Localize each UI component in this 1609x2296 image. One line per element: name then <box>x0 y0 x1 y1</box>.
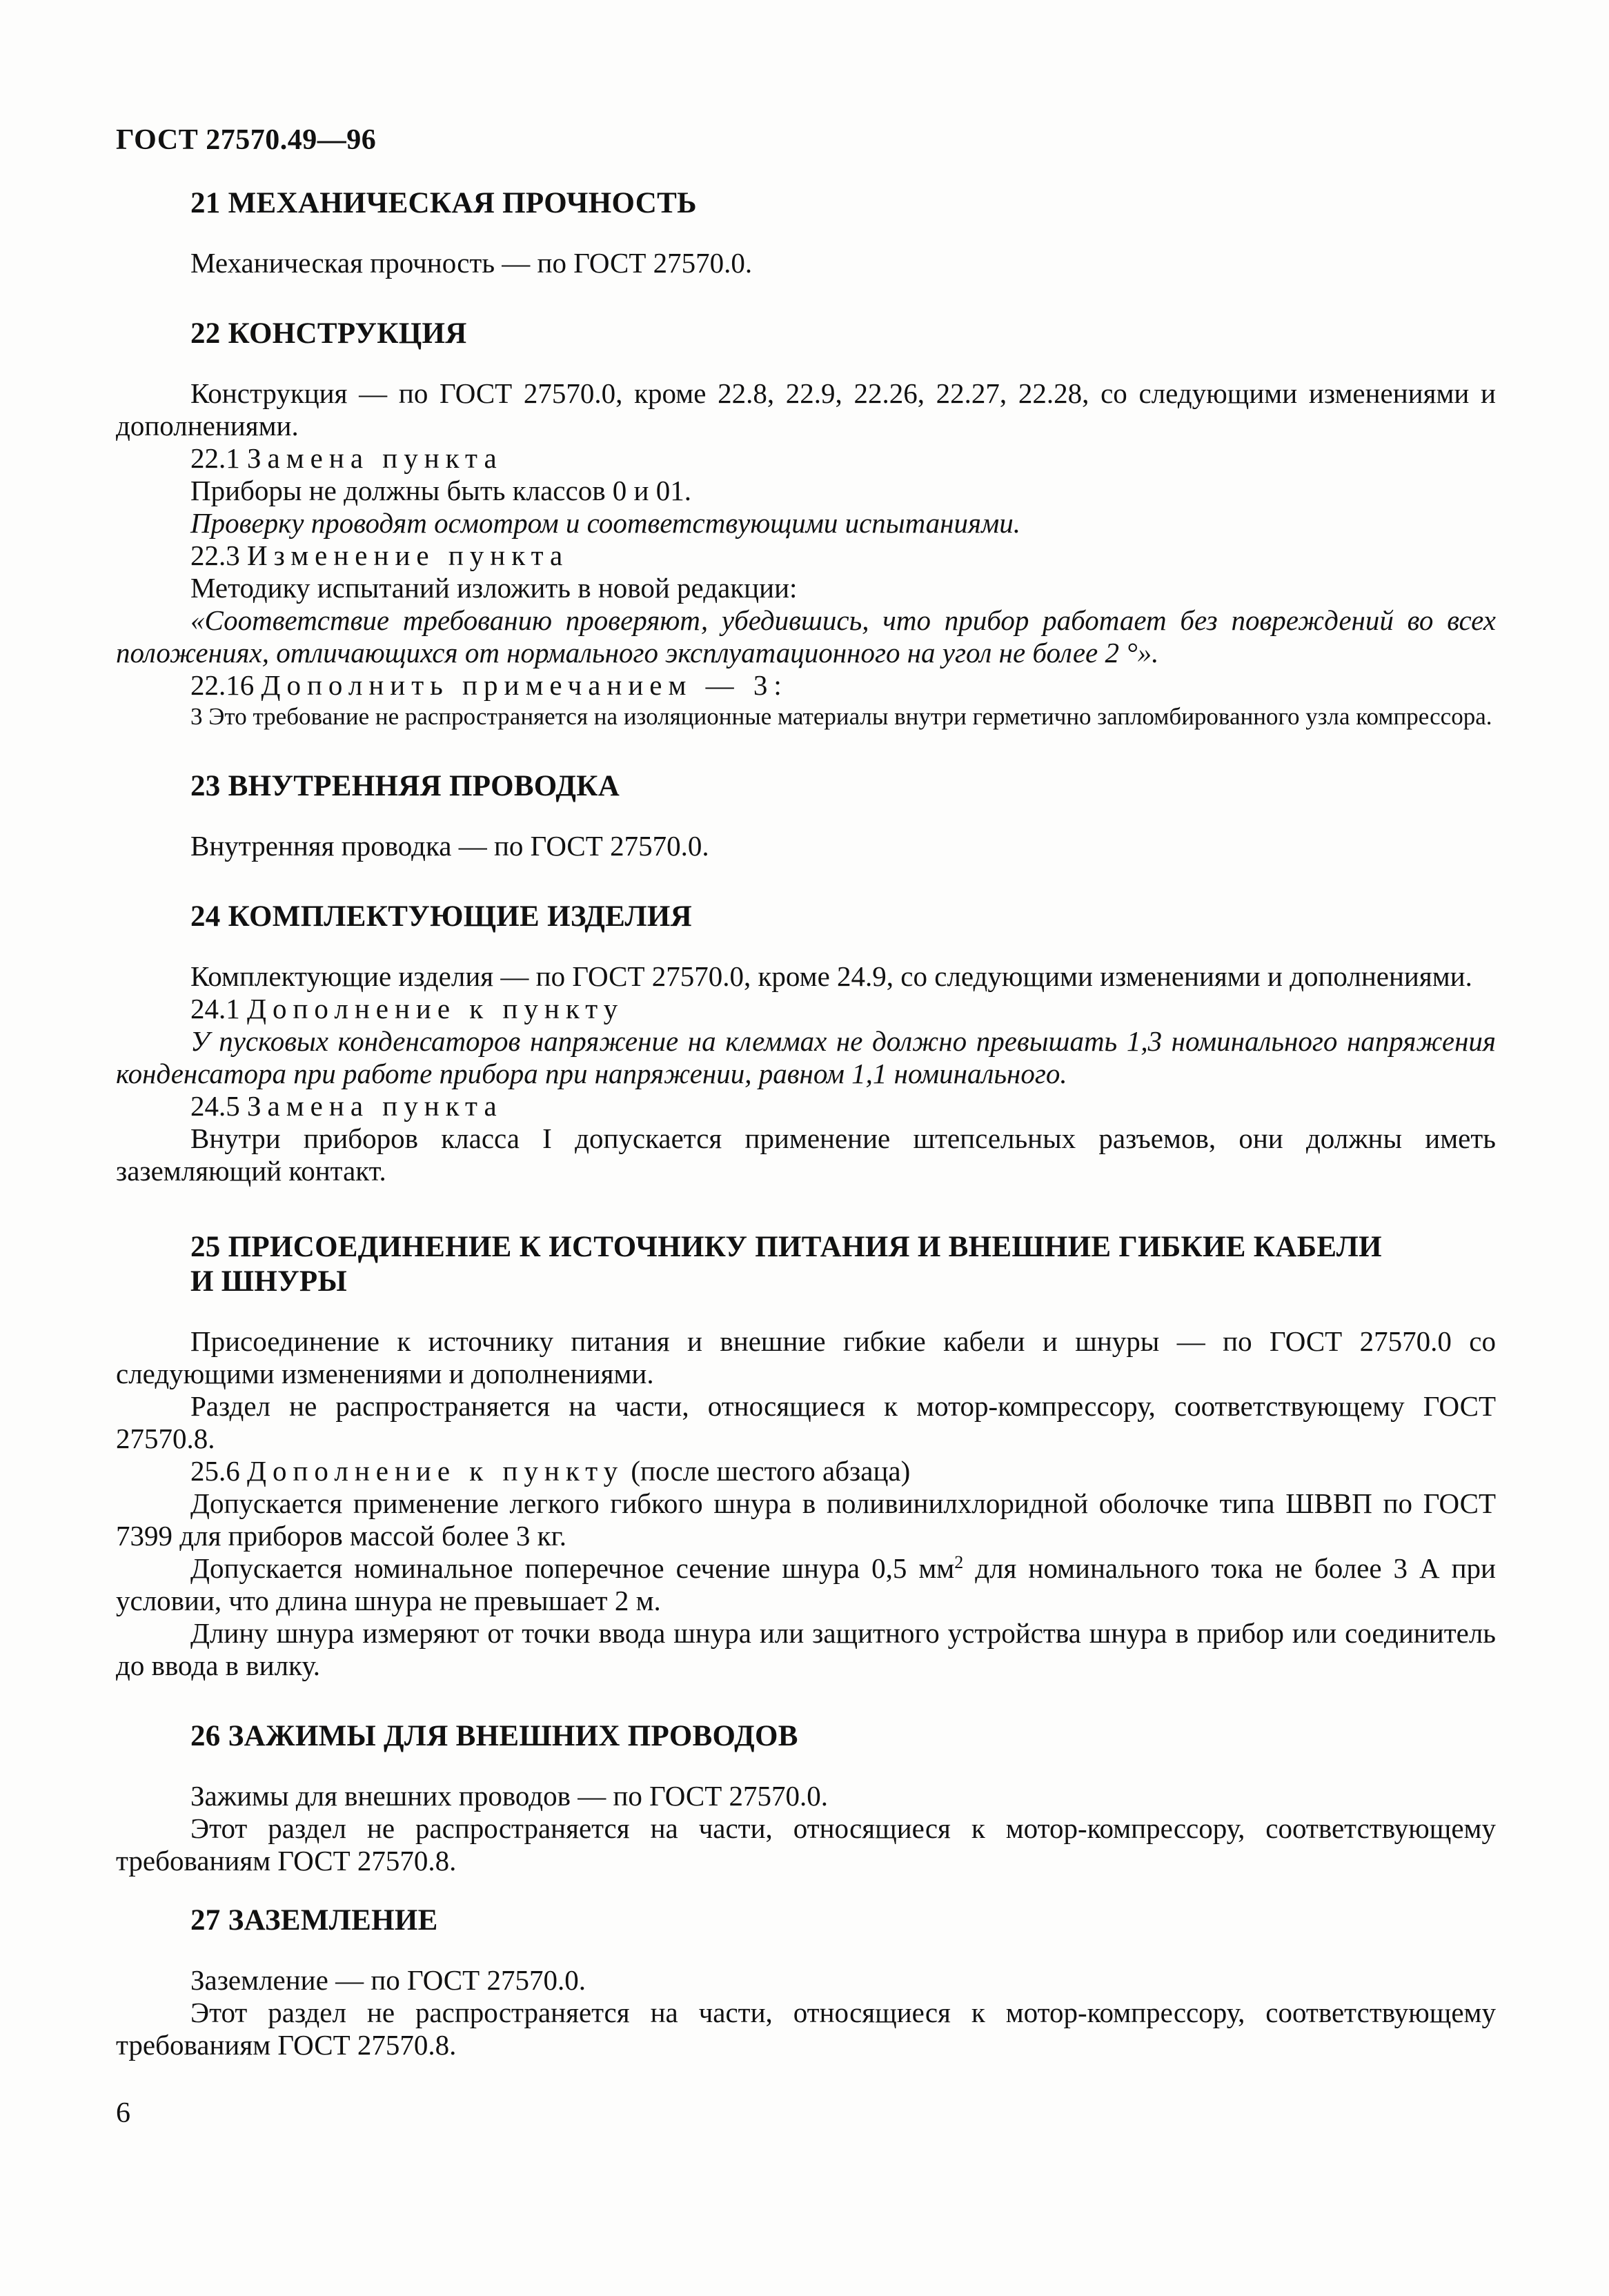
paragraph: Длину шнура измеряют от точки ввода шнура или защитного устройства шнура в прибор или соединитель до ввода в вилку. <box>116 1617 1496 1681</box>
paragraph: Этот раздел не распространяется на части, относящиеся к мотор-компрессору, соответствующему требованиям ГОСТ 27570.8. <box>116 1997 1496 2061</box>
subclause-label: Изменение пункта <box>247 540 569 571</box>
page-number: 6 <box>116 2097 130 2129</box>
paragraph: Конструкция — по ГОСТ 27570.0, кроме 22.8, 22.9, 22.26, 22.27, 22.28, со следующими изменениями и дополнениями. <box>116 377 1496 442</box>
page-content <box>116 186 1496 2061</box>
paragraph: Методику испытаний изложить в новой редакции: <box>190 572 798 604</box>
section-title-line: И ШНУРЫ <box>190 1265 348 1298</box>
subclause-heading <box>116 993 1496 1025</box>
subclause-label: Дополнение к пункту <box>247 1455 624 1487</box>
section-23 <box>116 769 1496 862</box>
subclause-suffix: (после шестого абзаца) <box>631 1455 911 1487</box>
paragraph: Внутри приборов класса I допускается применение штепсельных разъемов, они должны иметь заземляющий контакт. <box>116 1122 1496 1187</box>
italic-paragraph: Проверку проводят осмотром и соответствующими испытаниями. <box>190 507 1020 539</box>
running-header: ГОСТ 27570.49—96 <box>116 124 377 156</box>
subclause-label: Замена пункта <box>247 1090 503 1122</box>
subclause-heading <box>116 540 1496 572</box>
section-24 <box>116 900 1496 1187</box>
subclause-heading <box>116 1455 1496 1487</box>
section-title: 22 КОНСТРУКЦИЯ <box>190 317 467 350</box>
paragraph: Этот раздел не распространяется на части, относящиеся к мотор-компрессору, соответствующему требованиям ГОСТ 27570.8. <box>116 1812 1496 1877</box>
paragraph: Комплектующие изделия — по ГОСТ 27570.0, кроме 24.9, со следующими изменениями и дополнениями. <box>190 960 1472 992</box>
subclause-heading <box>116 442 1496 475</box>
section-21 <box>116 186 1496 279</box>
text-run: Допускается номинальное поперечное сечение шнура 0,5 мм <box>190 1552 955 1584</box>
subclause-number: 24.1 <box>190 993 240 1025</box>
section-26 <box>116 1719 1496 1877</box>
subclause-number: 24.5 <box>190 1090 240 1122</box>
section-title: 21 МЕХАНИЧЕСКАЯ ПРОЧНОСТЬ <box>190 187 697 219</box>
paragraph: Присоединение к источнику питания и внешние гибкие кабели и шнуры — по ГОСТ 27570.0 со следующими изменениями и дополнениями. <box>116 1325 1496 1389</box>
section-22 <box>116 317 1496 732</box>
paragraph: Раздел не распространяется на части, относящиеся к мотор-компрессору, соответствующему ГОСТ 27570.8. <box>116 1390 1496 1454</box>
italic-paragraph: У пусковых конденсаторов напряжение на клеммах не должно превышать 1,3 номинального напряжения конденсатора при работе прибора при напряжении, равном 1,1 номинального. <box>116 1025 1496 1089</box>
section-title: 24 КОМПЛЕКТУЮЩИЕ ИЗДЕЛИЯ <box>190 900 692 933</box>
paragraph: Заземление — по ГОСТ 27570.0. <box>190 1964 586 1996</box>
section-title: 27 ЗАЗЕМЛЕНИЕ <box>190 1904 438 1937</box>
section-27 <box>116 1903 1496 2061</box>
text-run: для номинального тока не более 3 А при условии, что длина шнура не превышает 2 м. <box>116 1552 1496 1616</box>
paragraph: Зажимы для внешних проводов — по ГОСТ 27570.0. <box>190 1780 829 1812</box>
section-title-line: 25 ПРИСОЕДИНЕНИЕ К ИСТОЧНИКУ ПИТАНИЯ И ВНЕШНИЕ ГИБКИЕ КАБЕЛИ <box>190 1231 1382 1263</box>
subclause-number: 22.3 <box>190 540 240 571</box>
subclause-label: Дополнение к пункту <box>247 993 624 1025</box>
superscript: 2 <box>954 1552 964 1572</box>
paragraph: Механическая прочность — по ГОСТ 27570.0. <box>190 247 753 279</box>
section-25 <box>116 1230 1496 1682</box>
italic-paragraph: «Соответствие требованию проверяют, убедившись, что прибор работает без повреждений во всех положениях, отличающихся от нормального эксплуатационного на угол не более 2 °». <box>116 604 1496 669</box>
subclause-label: Замена пункта <box>247 442 503 474</box>
subclause-number: 25.6 <box>190 1455 240 1487</box>
paragraph: Допускается применение легкого гибкого шнура в поливинилхлоридной оболочке типа ШВВП по ГОСТ 7399 для приборов массой более 3 кг. <box>116 1487 1496 1552</box>
subclause-heading <box>116 669 1496 702</box>
paragraph: Внутренняя проводка — по ГОСТ 27570.0. <box>190 830 709 862</box>
note-paragraph: 3 Это требование не распространяется на изоляционные материалы внутри герметично запломбированного узла компрессора. <box>190 703 1492 730</box>
section-title: 26 ЗАЖИМЫ ДЛЯ ВНЕШНИХ ПРОВОДОВ <box>190 1720 798 1752</box>
subclause-heading <box>116 1090 1496 1122</box>
subclause-label: Дополнить примечанием — 3: <box>261 669 788 701</box>
paragraph: Приборы не должны быть классов 0 и 01. <box>190 475 691 506</box>
section-title: 23 ВНУТРЕННЯЯ ПРОВОДКА <box>190 770 620 802</box>
subclause-number: 22.1 <box>190 442 240 474</box>
paragraph <box>116 1552 1496 1617</box>
section-title <box>116 1230 1496 1299</box>
subclause-number: 22.16 <box>190 669 255 701</box>
